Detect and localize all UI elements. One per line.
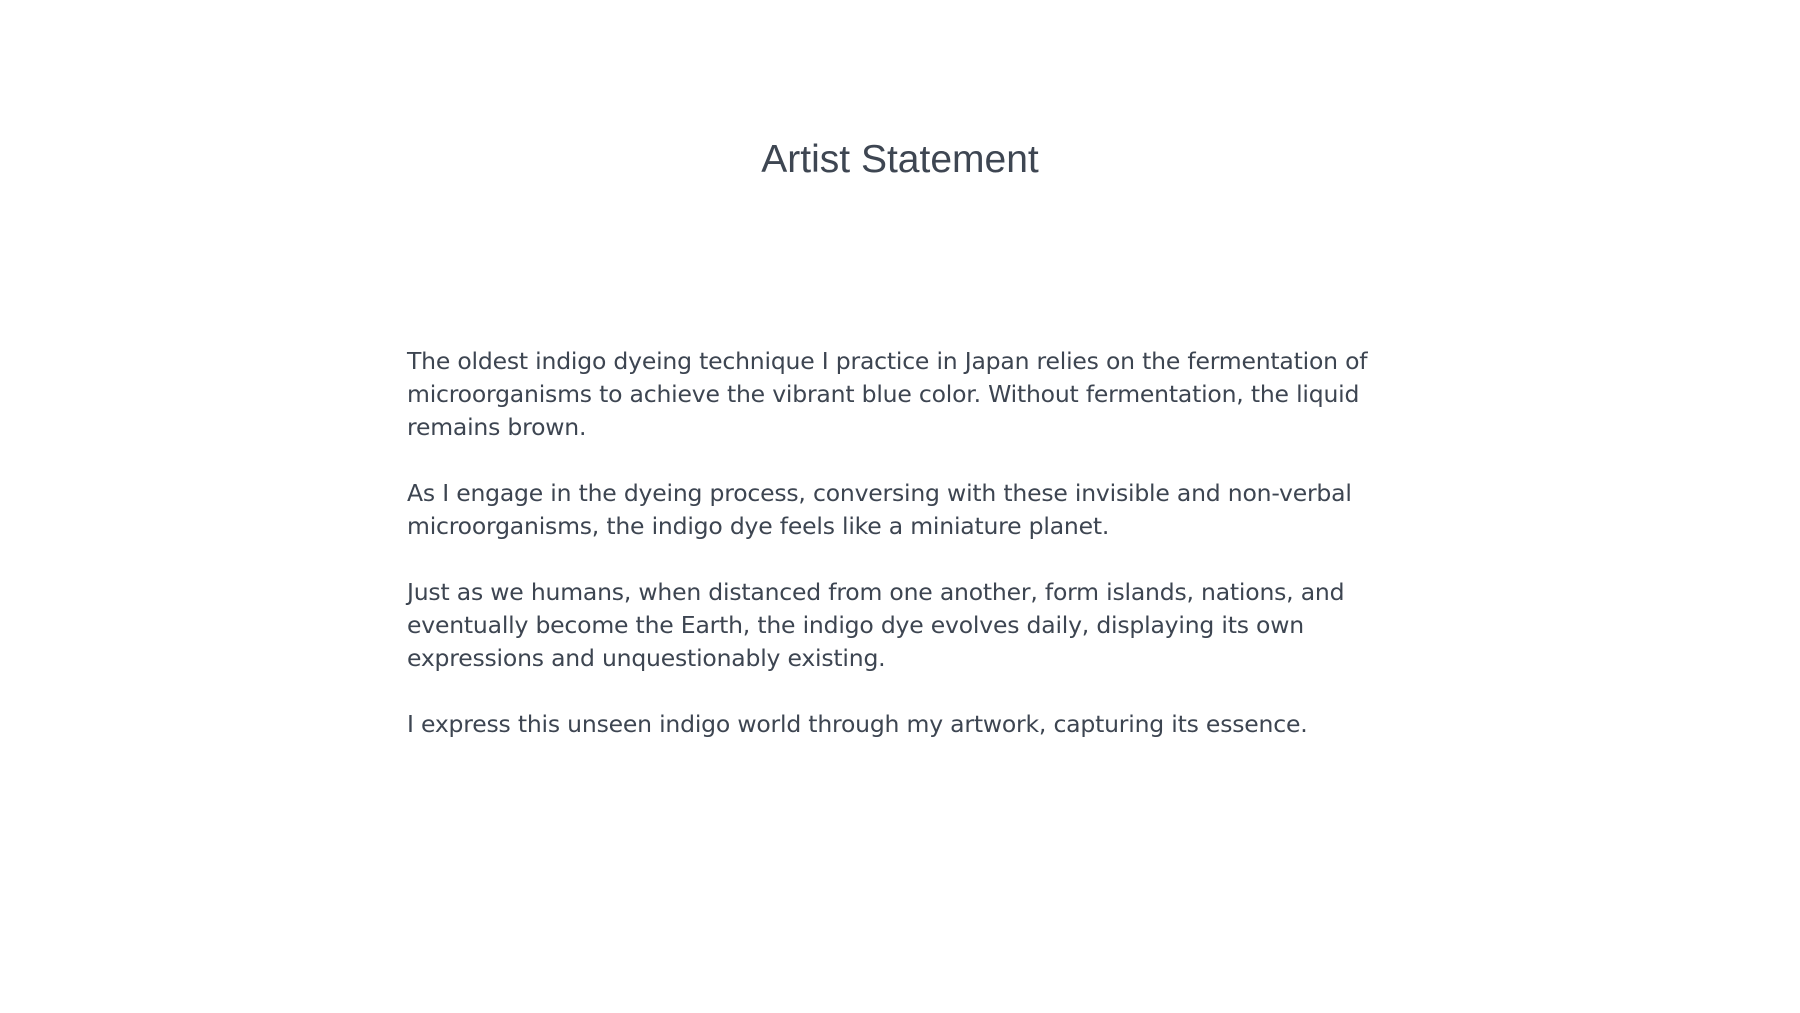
statement-paragraph-4: I express this unseen indigo world through my artwork, capturing its essence. — [407, 710, 1308, 738]
statement-body — [407, 345, 1397, 774]
statement-paragraph-1: The oldest indigo dyeing technique I practice in Japan relies on the fermentation of microorganisms to achieve the vibrant blue color. Without fermentation, the liquid remains brown. — [407, 347, 1368, 441]
statement-paragraph-3: Just as we humans, when distanced from one another, form islands, nations, and eventually become the Earth, the indigo dye evolves daily, displaying its own expressions and unquestionably existing. — [407, 578, 1345, 672]
page-title: Artist Statement — [761, 138, 1039, 181]
statement-paragraph-2: As I engage in the dyeing process, conversing with these invisible and non-verbal microorganisms, the indigo dye feels like a miniature planet. — [407, 479, 1352, 540]
